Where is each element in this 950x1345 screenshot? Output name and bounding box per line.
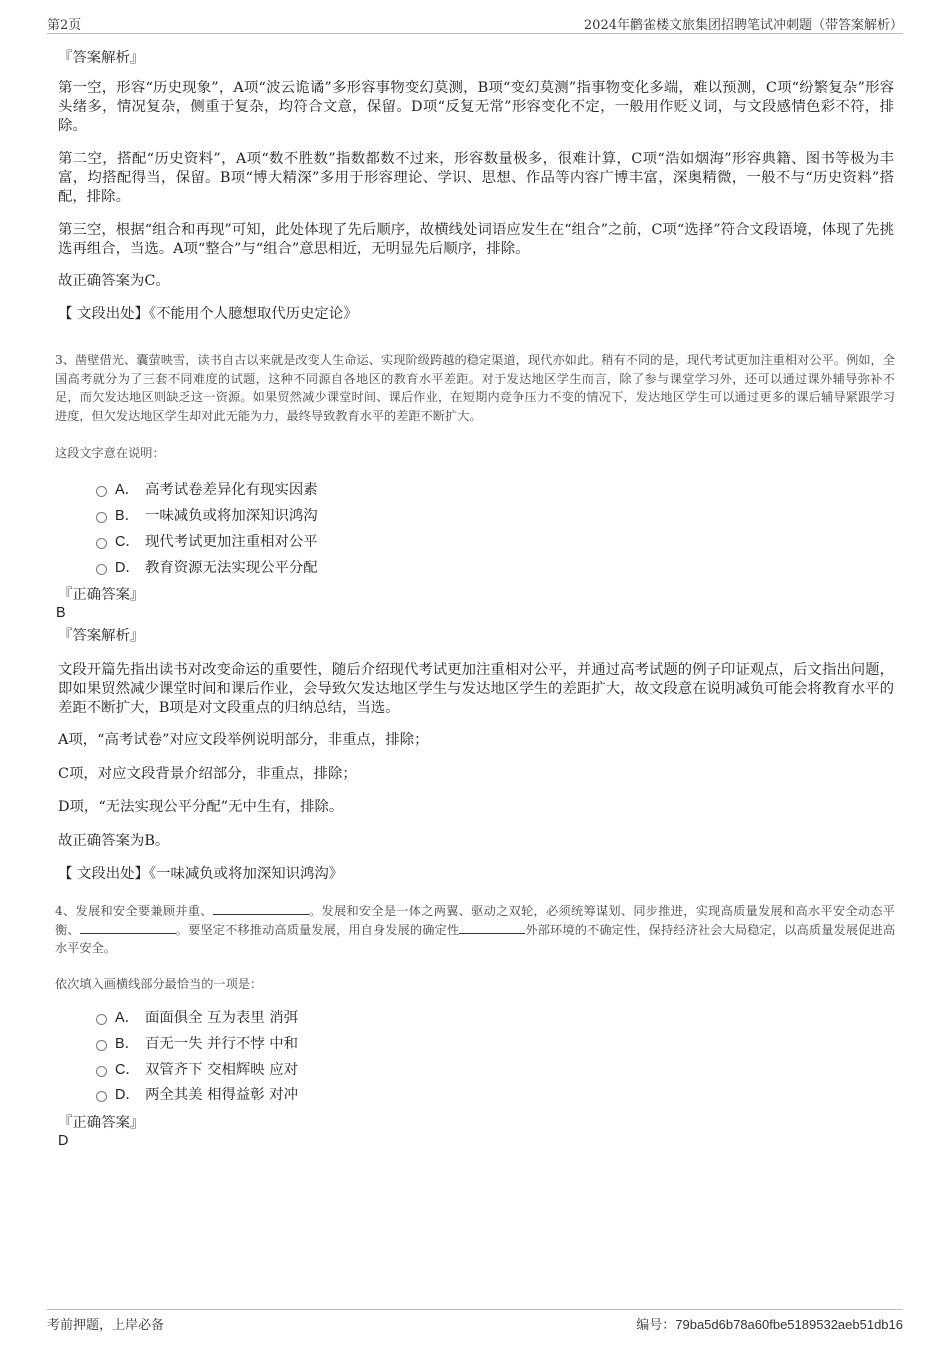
radio-icon[interactable]	[96, 1091, 107, 1102]
correct-answer: B	[56, 605, 66, 621]
question-3-prompt: 这段文字意在说明：	[55, 446, 165, 460]
option-c[interactable]: C． 双管齐下 交相辉映 应对	[96, 1061, 298, 1080]
correct-answer-tag: 『正确答案』	[58, 587, 145, 603]
conclusion-text: 故正确答案为C。	[58, 273, 170, 289]
analysis-tag: 『答案解析』	[58, 50, 145, 66]
option-b[interactable]: B． 一味减负或将加深知识鸿沟	[96, 507, 318, 526]
blank-2[interactable]	[80, 921, 176, 934]
option-c[interactable]: C． 现代考试更加注重相对公平	[96, 533, 318, 552]
analysis-tag: 『答案解析』	[58, 628, 145, 644]
radio-icon[interactable]	[96, 1014, 107, 1025]
source-citation: 【 文段出处】《一味减负或将加深知识鸿沟》	[58, 866, 344, 882]
option-a[interactable]: A． 面面俱全 互为表里 消弭	[96, 1009, 298, 1028]
radio-icon[interactable]	[96, 512, 107, 523]
question-4-stem: 4、发展和安全要兼顾并重、 。发展和安全是一体之两翼、驱动之双轮，必须统筹谋划、同步推进，实现高质量发展和高水平安全动态平衡、 。要坚定不移推动高质量发展，用自身发展的确定性 外部环境的不确定性，保持经济社会大局稳定，以高质量发展促进高水平安全。	[55, 904, 896, 955]
option-d[interactable]: D． 两全其美 相得益彰 对冲	[96, 1086, 298, 1105]
option-b[interactable]: B． 百无一失 并行不悖 中和	[96, 1035, 298, 1054]
conclusion-text: 故正确答案为B。	[58, 833, 170, 849]
analysis-paragraph-1: 第一空，形容“历史现象”，A项“波云诡谲”多形容事物变幻莫测，B项“变幻莫测”指事物变化多端，难以预测，C项“纷繁复杂”形容头绪多，情况复杂，侧重于复杂，均符合文意，保留。D项“反复无常”形容变化不定，一般用作贬义词，与文段感情色彩不符，排除。	[58, 80, 894, 134]
document-title: 2024年鹳雀楼文旅集团招聘笔试冲刺题（带答案解析）	[583, 18, 903, 33]
radio-icon[interactable]	[96, 1040, 107, 1051]
page-header	[47, 12, 903, 34]
radio-icon[interactable]	[96, 1066, 107, 1077]
correct-answer: D	[58, 1133, 69, 1149]
note-option-a: A项，“高考试卷”对应文段举例说明部分，非重点，排除；	[58, 732, 429, 748]
page-number: 第2页	[47, 18, 82, 33]
radio-icon[interactable]	[96, 486, 107, 497]
analysis-paragraph-2: 第二空，搭配“历史资料”，A项“数不胜数”指数都数不过来，形容数量极多，很难计算，C项“浩如烟海”形容典籍、图书等极为丰富，均搭配得当，保留。B项“博大精深”多用于形容理论、学识、思想、作品等内容广博丰富，深奥精微，一般不与“历史资料”搭配，排除。	[58, 151, 894, 205]
option-a[interactable]: A． 高考试卷差异化有现实因素	[96, 481, 318, 500]
note-option-c: C项，对应文段背景介绍部分，非重点，排除；	[58, 766, 357, 782]
analysis-paragraph-3: 第三空，根据“组合和再现”可知，此处体现了先后顺序，故横线处词语应发生在“组合”之前，C项“选择”符合文段语境，体现了先挑选再组合，当选。A项“整合”与“组合”意思相近，无明显先后顺序，排除。	[58, 222, 894, 257]
question-4-prompt: 依次填入画横线部分最恰当的一项是：	[55, 977, 263, 991]
source-citation: 【 文段出处】《不能用个人臆想取代历史定论》	[58, 306, 358, 322]
document-code: 编号：79ba5d6b78a60fbe5189532aeb51db16	[636, 1317, 903, 1333]
question-3-analysis: 文段开篇先指出读书对改变命运的重要性，随后介绍现代考试更加注重相对公平，并通过高考试题的例子印证观点，后文指出问题，即如果贸然减少课堂时间和课后作业，会导致欠发达地区学生与发达地区学生的差距扩大，故文段意在说明减负可能会将教育水平的差距不断扩大，B项是对文段重点的归纳总结，当选。	[58, 662, 894, 716]
option-d[interactable]: D． 教育资源无法实现公平分配	[96, 559, 318, 578]
radio-icon[interactable]	[96, 538, 107, 549]
page-footer	[47, 1309, 903, 1333]
correct-answer-tag: 『正确答案』	[58, 1115, 145, 1131]
radio-icon[interactable]	[96, 564, 107, 575]
blank-3[interactable]	[459, 921, 525, 934]
question-3-stem: 3、凿壁借光、囊萤映雪，读书自古以来就是改变人生命运、实现阶级跨越的稳定渠道，现代亦如此。稍有不同的是，现代考试更加注重相对公平。例如，全国高考就分为了三套不同难度的试题，这种不同源自各地区的教育水平差距。对于发达地区学生而言，除了参与课堂学习外，还可以通过课外辅导弥补不足，而欠发达地区则缺乏这一资源。如果贸然减少课堂时间、课后作业，在短期内竞争压力不变的情况下，发达地区学生可以通过更多的课后辅导紧跟学习进度，但欠发达地区学生却对此无能为力，最终导致教育水平的差距不断扩大。	[55, 353, 895, 423]
blank-1[interactable]	[213, 902, 309, 915]
footer-slogan: 考前押题，上岸必备	[47, 1318, 165, 1333]
note-option-d: D项，“无法实现公平分配”无中生有，排除。	[58, 799, 344, 815]
